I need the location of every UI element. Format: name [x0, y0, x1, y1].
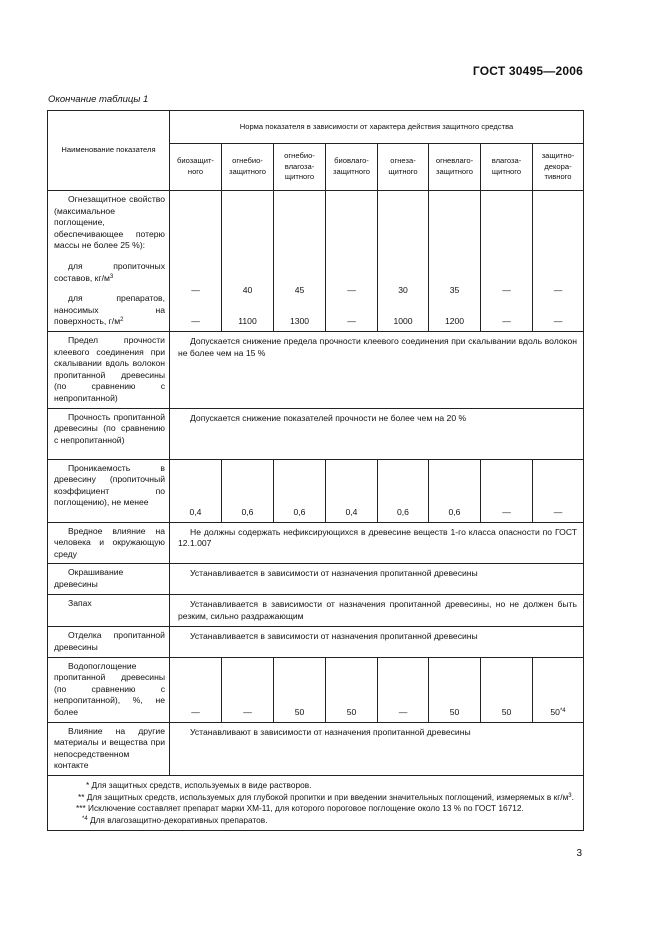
- table-row-fire: [48, 191, 584, 332]
- table-row-penetration: [48, 459, 584, 522]
- row-text-strength-glue: Допускается снижение предела прочности клеевого соединения при скалывании вдоль волокон не более чем на 15 %: [170, 331, 584, 408]
- header-norm-group: Норма показателя в зависимости от характера действия защитного средства: [170, 111, 584, 144]
- fire-sub1-label: для пропиточных составов, $кг/м^3$: [54, 260, 165, 283]
- footnote-4: $^{*4}$ Для влагозащитно-декоративных препаратов.: [82, 814, 268, 825]
- penetration-cell: 0,6: [378, 459, 429, 522]
- water-cell: 50: [326, 657, 378, 722]
- header-col-bio: биозащит- ного: [170, 144, 222, 191]
- water-cell: —: [222, 657, 274, 722]
- penetration-cell: 0,6: [222, 459, 274, 522]
- row-name-finish: Отделка пропитанной древесины: [48, 627, 170, 657]
- water-cell: —: [170, 657, 222, 722]
- fire-cell: — —: [326, 191, 378, 332]
- fire-cell: — —: [533, 191, 584, 332]
- footnotes: [48, 776, 584, 831]
- table-row-finish: [48, 627, 584, 657]
- penetration-cell: 0,6: [429, 459, 481, 522]
- row-name-strength: Прочность пропитанной древесины (по сравнению с непропитанной): [48, 408, 170, 459]
- page-number: 3: [576, 848, 582, 859]
- fire-cell: — —: [170, 191, 222, 332]
- fire-sub2-label: для препаратов, наносимых на поверхность, $г/м^2$: [54, 293, 165, 327]
- row-name-strength-glue: Предел прочности клеевого соединения при скалывании вдоль волокон пропитанной древесины (по сравнению с непропитанной): [48, 331, 170, 408]
- header-col-water: влагоза- щитного: [481, 144, 533, 191]
- table-row-color: [48, 564, 584, 595]
- fire-cell: 40 1100: [222, 191, 274, 332]
- row-text-color: Устанавливается в зависимости от назначения пропитанной древесины: [170, 564, 584, 595]
- norms-table: [47, 110, 584, 831]
- row-name-penetration: Проникаемость в древесину (пропиточный коэффициент по поглощению), не менее: [48, 459, 170, 522]
- water-cell: 50$^{*4}$: [533, 657, 584, 722]
- fire-cell: 45 1300: [274, 191, 326, 332]
- fire-cell: — —: [481, 191, 533, 332]
- table-row-footnotes: [48, 776, 584, 831]
- table-caption: Окончание таблицы 1: [48, 94, 149, 105]
- row-text-strength: Допускается снижение показателей прочности не более чем на 20 %: [170, 408, 584, 459]
- row-name-fire: [48, 191, 170, 332]
- water-cell: —: [378, 657, 429, 722]
- penetration-cell: 0,4: [170, 459, 222, 522]
- penetration-cell: 0,6: [274, 459, 326, 522]
- row-text-finish: Устанавливается в зависимости от назначения пропитанной древесины: [170, 627, 584, 657]
- header-col-firewater: огневлаго- защитного: [429, 144, 481, 191]
- row-text-smell: Устанавливается в зависимости от назначения пропитанной древесины, но не должен быть резким, сильно раздражающим: [170, 595, 584, 627]
- header-col-biowater: биовлаго- защитного: [326, 144, 378, 191]
- row-name-smell: Запах: [48, 595, 170, 627]
- row-text-harm: Не должны содержать нефиксирующихся в древесине веществ 1-го класса опасности по ГОСТ 12.1.007: [170, 522, 584, 564]
- row-text-influence: Устанавливают в зависимости от назначения пропитанной древесины: [170, 722, 584, 775]
- penetration-cell: —: [481, 459, 533, 522]
- footnote-1: * Для защитных средств, используемых в виде растворов.: [86, 780, 312, 791]
- row-name-influence: Влияние на другие материалы и вещества при непосредственном контакте: [48, 722, 170, 775]
- table-row-strength: [48, 408, 584, 459]
- table-row-smell: [48, 595, 584, 627]
- row-name-color: Окрашивание древесины: [48, 564, 170, 595]
- footnote-3: *** Исключение составляет препарат марки ХМ-11, для которого пороговое поглощение около 13 % по ГОСТ 16712.: [76, 803, 524, 814]
- fire-intro: Огнезащитное свойство (максимальное поглощение, обеспечивающее потерю массы не более 25 %):: [54, 194, 165, 251]
- penetration-cell: 0,4: [326, 459, 378, 522]
- table-row-influence: [48, 722, 584, 775]
- header-col-fire: огнеза- щитного: [378, 144, 429, 191]
- header-indicator-name: Наименование показателя: [48, 111, 170, 191]
- row-name-water: Водопоглощение пропитанной древесины (по сравнению с непропитанной), %, не более: [48, 657, 170, 722]
- fire-cell: 35 1200: [429, 191, 481, 332]
- header-col-decorative: защитно- декора- тивного: [533, 144, 584, 191]
- row-name-harm: Вредное влияние на человека и окружающую среду: [48, 522, 170, 564]
- table-row-water: [48, 657, 584, 722]
- water-cell: 50: [429, 657, 481, 722]
- footnote-2: ** Для защитных средств, используемых для глубокой пропитки и при введении значительных поглощений, измеряемых в $кг/м^3$.: [78, 791, 574, 802]
- penetration-cell: —: [533, 459, 584, 522]
- table-row-harm: [48, 522, 584, 564]
- header-col-firebio: огнебио- защитного: [222, 144, 274, 191]
- water-cell: 50: [274, 657, 326, 722]
- water-cell: 50: [481, 657, 533, 722]
- document-standard-number: ГОСТ 30495—2006: [472, 64, 583, 78]
- fire-cell: 30 1000: [378, 191, 429, 332]
- header-col-firebiowater: огнебио- влагоза- щитного: [274, 144, 326, 191]
- table-row-strength-glue: [48, 331, 584, 408]
